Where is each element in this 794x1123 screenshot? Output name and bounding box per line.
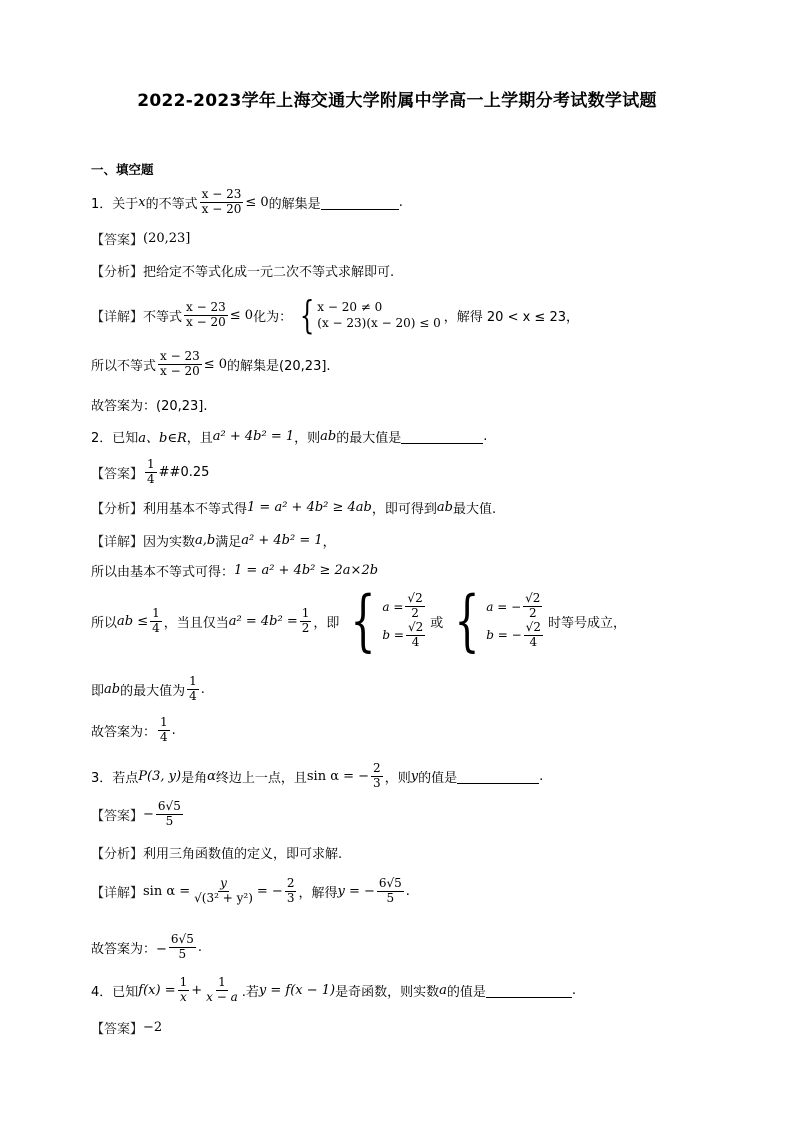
q2-final [91, 716, 176, 745]
q2-ans-num: 1 [147, 457, 155, 471]
q1-so [91, 350, 331, 379]
q4-end: . [571, 982, 577, 998]
q2-detail-b: 满足 [215, 535, 242, 550]
q3-detail-num: y [220, 876, 227, 890]
q1-num: x − 23 [201, 187, 242, 201]
q2-line3-b: ，当且仅当 [163, 615, 229, 631]
q2-final-num: 1 [160, 715, 168, 729]
q3-detail-sin: sin α = [143, 883, 191, 899]
q3-sin-num: 2 [373, 761, 381, 775]
detail-tag: 【详解】 [91, 309, 144, 325]
q1-den: x − 20 [201, 201, 242, 216]
q2-l3-num: 1 [152, 605, 160, 620]
q3-suffix: 的值是 [418, 770, 458, 786]
q1-mid: 的不等式 [145, 196, 198, 212]
q1-so-le: ≤ 0 [203, 356, 228, 372]
q2-answer-blank [401, 429, 483, 444]
q2-detail-a: 因为实数 [143, 535, 196, 550]
q2-detail [91, 531, 336, 550]
q2-line4-b: 的最大值为 [120, 683, 186, 699]
detail-tag: 【详解】 [91, 885, 144, 901]
q1-end: . [398, 194, 403, 210]
question-1 [91, 188, 403, 217]
left-brace: { [350, 582, 376, 659]
q3-analysis-text: 利用三角函数值的定义，即可求解. [143, 847, 343, 862]
q3-detail [91, 877, 410, 906]
q3-detail-frac3 [377, 877, 404, 906]
q2-detail-c: ， [322, 535, 336, 550]
q1-answer-blank [321, 195, 399, 210]
q4-f1n: 1 [179, 975, 188, 989]
answer-tag: 【答案】 [91, 466, 144, 482]
q2-line3-ab: ab ≤ [117, 613, 149, 629]
q3-detail-y: y = − [337, 883, 375, 899]
q2-s2-ad: 2 [528, 606, 537, 621]
q2-analysis-c: 最大值. [452, 502, 497, 517]
q2-line4-a: 即 [91, 683, 105, 699]
q2-s2-bn: √2 [525, 620, 541, 634]
q4-answer [91, 1018, 162, 1037]
q3-prefix: 3．若点 [91, 770, 139, 786]
q1-so-den: x − 20 [160, 363, 200, 378]
q4-f2d: x − a [206, 989, 238, 1004]
q2-or: 或 [430, 615, 444, 631]
q3-detail-d2: 3 [286, 890, 295, 905]
question-2 [91, 427, 487, 446]
q3-final-den: 5 [178, 946, 187, 961]
q4-yeq: y = f(x − 1) [258, 982, 336, 998]
q2-s1-bn: √2 [407, 620, 424, 634]
q2-l3-den: 4 [152, 620, 160, 635]
q2-mid2: ，则 [294, 431, 321, 446]
q2-line4-frac [187, 675, 199, 704]
q3-y: y [410, 768, 419, 784]
q3-detail-b: ，解得 [298, 885, 338, 901]
q1-fraction [200, 188, 244, 217]
q4-f1d: x [180, 989, 187, 1004]
q2-suffix: 的最大值是 [336, 431, 402, 446]
q2-s1-b: b = [382, 628, 404, 643]
question-4 [91, 976, 576, 1005]
q2-system-2 [446, 582, 545, 659]
q2-s2-an: √2 [525, 591, 541, 606]
q2-line2-eq: 1 = a² + 4b² ≥ 2a×2b [234, 563, 379, 578]
q2-eq: a² + 4b² = 1 [212, 429, 295, 444]
q3-detail-den: √(3² + y²) [194, 890, 253, 905]
q2-ab: ab [320, 429, 337, 444]
q3-detail-n2: 2 [286, 876, 295, 890]
q2-final-a: 故答案为： [91, 724, 157, 740]
q2-line3 [91, 582, 626, 659]
q2-s2-b: b = − [486, 628, 522, 643]
q2-s2-bd: 4 [529, 634, 538, 649]
q2-detail-vars: a,b [195, 533, 216, 548]
q2-line4-end: . [200, 681, 205, 697]
q4-suffix: 的值是 [446, 984, 486, 1000]
q1-sys-row-2: (x − 23)(x − 20) ≤ 0 [317, 316, 441, 330]
q1-detail-c: ，解得 20 < x ≤ 23， [443, 309, 579, 325]
q2-line4-ab: ab [104, 681, 121, 697]
q1-detail-fraction [184, 301, 228, 330]
q3-alpha: α [207, 768, 216, 784]
q2-answer-fraction [145, 458, 157, 487]
q2-answer [91, 458, 209, 487]
q1-so-num: x − 23 [160, 349, 200, 363]
q2-l4-den: 4 [189, 688, 197, 703]
section-heading: 一、填空题 [91, 162, 154, 177]
q2-analysis-eq: 1 = a² + 4b² ≥ 4ab [247, 500, 372, 515]
q2-final-frac [158, 716, 170, 745]
q3-detail-eq2: = − [256, 883, 283, 899]
analysis-tag: 【分析】 [91, 847, 144, 862]
q2-l4-num: 1 [189, 674, 197, 688]
q2-system-1 [342, 582, 427, 659]
q4-f2n: 1 [218, 975, 226, 989]
q1-detail [91, 293, 579, 337]
q1-detail-a: 不等式 [143, 309, 183, 325]
q2-line3-d: 时等号成立， [547, 615, 626, 631]
q1-detail-num: x − 23 [186, 299, 226, 314]
q2-vars: a、b∈R [138, 431, 187, 446]
q1-so-a: 所以不等式 [91, 358, 157, 374]
q3-analysis [91, 843, 342, 862]
q3-end: . [539, 768, 544, 784]
q2-line2-a: 所以由基本不等式可得： [91, 565, 235, 580]
q1-prefix: 1．关于 [91, 196, 139, 212]
q2-answer-alt: ##0.25 [158, 464, 210, 480]
detail-tag: 【详解】 [91, 535, 144, 550]
q2-detail-eq: a² + 4b² = 1 [241, 533, 323, 548]
q4-frac2 [204, 976, 240, 1005]
q1-system [295, 293, 441, 337]
analysis-tag: 【分析】 [91, 265, 144, 280]
q1-analysis [91, 261, 394, 280]
q2-analysis [91, 498, 496, 517]
q3-answer [91, 800, 185, 829]
q3-final-a: 故答案为：− [91, 941, 167, 957]
q4-answer-value: −2 [143, 1020, 163, 1035]
q1-suffix: 的解集是 [268, 196, 321, 212]
q1-detail-den: x − 20 [186, 314, 226, 329]
q3-final [91, 933, 202, 962]
q3-sin: sin α = − [306, 768, 370, 784]
q3-detail-d3: 5 [386, 890, 395, 905]
q4-plus: + [191, 982, 203, 998]
q2-line3-c: ，即 [313, 615, 340, 631]
q2-end: . [483, 429, 488, 444]
q2-half-num: 1 [301, 605, 310, 620]
q3-final-frac [169, 933, 196, 962]
left-brace: { [299, 293, 315, 337]
q2-mid: ，且 [186, 431, 213, 446]
q3-point: P(3, y) [138, 768, 182, 784]
answer-tag: 【答案】 [91, 1022, 144, 1037]
q2-analysis-a: 利用基本不等式得 [143, 502, 248, 517]
q4-answer-blank [486, 983, 572, 998]
q2-line3-eq: a² = 4b² = [228, 613, 298, 629]
q3-ans-frac [156, 800, 183, 829]
q3-mid: 是角 [181, 770, 208, 786]
q2-s1-a: a = [382, 599, 404, 614]
q3-answer-blank [457, 769, 539, 784]
q3-ans-sign: − [143, 806, 154, 822]
q1-detail-le: ≤ 0 [229, 307, 254, 323]
q3-sin-den: 3 [373, 775, 381, 790]
q1-final: 故答案为：(20,23]. [91, 399, 208, 414]
q2-ans-den: 4 [147, 471, 155, 486]
page-title: 2022-2023学年上海交通大学附属中学高一上学期分考试数学试题 [137, 91, 657, 111]
question-3 [91, 762, 543, 791]
q2-s2-a: a = − [486, 599, 522, 614]
q4-frac1 [178, 976, 190, 1005]
q2-line3-frac [150, 607, 162, 636]
answer-tag: 【答案】 [91, 808, 144, 824]
q1-so-fraction [158, 350, 202, 379]
q3-ans-den: 5 [165, 813, 174, 828]
q1-so-b: 的解集是(20,23]. [227, 358, 331, 374]
q4-fx: f(x) = [138, 982, 176, 998]
q3-sin-frac [371, 762, 383, 791]
left-brace: { [454, 582, 480, 659]
q2-final-den: 4 [160, 729, 168, 744]
q3-mid3: ，则 [384, 770, 411, 786]
q2-line4 [91, 675, 205, 704]
q1-le: ≤ 0 [245, 194, 269, 210]
q3-final-end: . [197, 939, 202, 955]
q1-sys-row-1: x − 20 ≠ 0 [317, 299, 383, 314]
q3-detail-frac [192, 877, 255, 906]
q2-half-frac [300, 607, 312, 636]
q2-line3-a: 所以 [91, 615, 118, 631]
q3-detail-frac2 [285, 877, 297, 906]
q2-s1-bd: 4 [411, 634, 420, 649]
q2-final-end: . [171, 722, 176, 738]
q1-answer [91, 229, 190, 248]
q2-s1-an: √2 [407, 591, 423, 606]
q3-final-num: 6√5 [170, 932, 194, 946]
q3-detail-end: . [405, 883, 410, 899]
answer-tag: 【答案】 [91, 233, 144, 248]
q3-ans-num: 6√5 [157, 799, 181, 813]
q1-var: x [138, 194, 146, 210]
q2-line2 [91, 561, 378, 580]
q2-analysis-b: ，即可得到 [371, 502, 437, 517]
q4-mid: .若 [241, 984, 259, 1000]
q2-s1-ad: 2 [411, 606, 419, 621]
q1-detail-b: 化为： [253, 309, 293, 325]
q2-half-den: 2 [301, 620, 310, 635]
q4-a: a [439, 982, 447, 998]
q2-analysis-ab: ab [436, 500, 453, 515]
q4-prefix: 4．已知 [91, 984, 139, 1000]
q1-answer-value: (20,23] [143, 231, 191, 246]
q3-mid2: 终边上一点，且 [215, 770, 307, 786]
q3-detail-n3: 6√5 [378, 876, 402, 890]
analysis-tag: 【分析】 [91, 502, 144, 517]
q2-prefix: 2．已知 [91, 431, 139, 446]
q1-analysis-text: 把给定不等式化成一元二次不等式求解即可. [143, 265, 395, 280]
q4-mid2: 是奇函数，则实数 [335, 984, 440, 1000]
